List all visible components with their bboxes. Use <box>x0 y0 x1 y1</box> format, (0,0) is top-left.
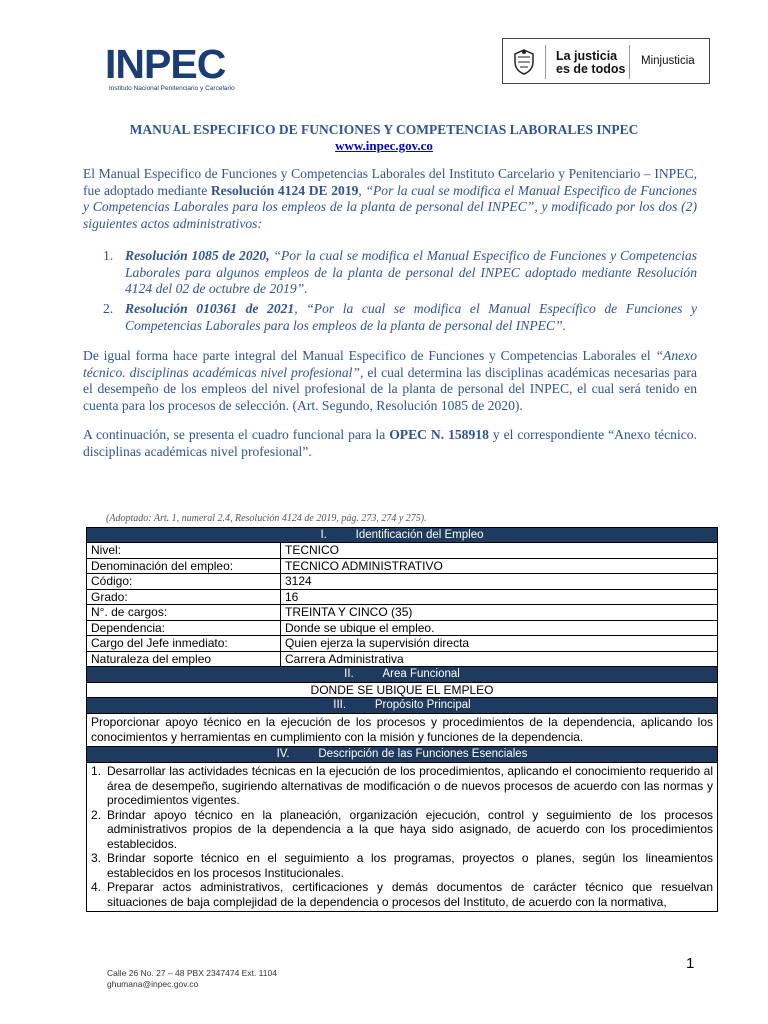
table-row: Dependencia: Donde se ubique el empleo. <box>86 621 718 637</box>
list-item: 1. Resolución 1085 de 2020, “Por la cual se modifica el Manual Especifico de Funciones y Competencias Laborales para algunos empleos de la planta de personal del INPEC adoptado mediante Resolución 4124 del 02 de octubre de 2019”. <box>103 248 698 296</box>
table-row: Denominación del empleo: TECNICO ADMINISTRATIVO <box>86 559 718 575</box>
page-number: 1 <box>686 955 695 972</box>
table-row: Naturaleza del empleo Carrera Administrativa <box>86 652 718 668</box>
document-title: MANUAL ESPECIFICO DE FUNCIONES Y COMPETENCIAS LABORALES INPEC <box>129 122 639 137</box>
function-item: 1. Desarrollar las actividades técnicas en la ejecución de los procedimientos, aplicando el conocimiento requerido al área de desempeño, sugiriendo alternativas de modificación o de nuevos procesos de acuerdo con las normas y procedimientos vigentes. <box>91 764 713 807</box>
table-row: Grado: 16 <box>86 590 718 606</box>
gov-slogan <box>556 50 625 76</box>
ministry-name: Minjusticia <box>641 55 695 67</box>
purpose-text: Proporcionar apoyo técnico en la ejecución de los procesos y procedimientos de la dependencia, aplicando los conocimientos y herramientas en cumplimiento con la misión y funciones de la dependencia. <box>86 714 718 747</box>
adoption-note: (Adoptado: Art. 1, numeral 2.4, Resolución 4124 de 2019, pág. 273, 274 y 275). <box>106 513 427 524</box>
area-value: DONDE SE UBIQUE EL EMPLEO <box>86 683 718 698</box>
function-item: 4. Preparar actos administrativos, certificaciones y demás documentos de carácter técnico que resuelvan situaciones de baja complejidad de la dependencia o procesos del Instituto, de acuerdo con la normativa, <box>91 880 713 909</box>
table-row: Nivel: TECNICO <box>86 543 718 559</box>
table-row: N°. de cargos: TREINTA Y CINCO (35) <box>86 605 718 621</box>
logo-text: INPEC <box>105 41 226 87</box>
annex-paragraph: De igual forma hace parte integral del Manual Especifico de Funciones y Competencias Laborales el “Anexo técnico. disciplinas académicas nivel profesional”, el cual determina las disciplinas académicas necesarias para el desempeño de los empleos del nivel profesional de la planta de personal del INPEC, el cual será tenido en cuenta para los procesos de selección. (Art. Segundo, Resolución 1085 de 2020). <box>83 348 697 413</box>
divider <box>545 45 546 79</box>
job-table <box>86 527 718 912</box>
divider <box>629 45 630 79</box>
section-header: I. Identificación del Empleo <box>86 527 718 543</box>
table-row: Cargo del Jefe inmediato: Quien ejerza la supervisión directa <box>86 636 718 652</box>
logo-subtitle: Instituto Nacional Penitenciario y Carcelario <box>109 85 235 92</box>
list-item: 2. Resolución 010361 de 2021, “Por la cual se modifica el Manual Específico de Funciones y Competencias Laborales para los empleos de la planta de personal del INPEC”. <box>103 301 698 333</box>
function-item: 2. Brindar apoyo técnico en la planeación, organización ejecución, control y seguimiento de los procesos administrativos propios de la dependencia a la que haya sido asignado, de acuerdo con los procedimientos establecidos. <box>91 807 713 851</box>
inpec-logo <box>105 41 245 94</box>
footer-email: ghumana@inpec.gov.co <box>107 979 199 989</box>
functions-list <box>86 763 718 912</box>
gov-slogan-line1: La justicia <box>556 49 618 63</box>
website-link[interactable]: www.inpec.gov.co <box>335 138 433 153</box>
intro-paragraph: El Manual Especifico de Funciones y Competencias Laborales del Instituto Carcelario y Penitenciario – INPEC, fue adoptado mediante Resolución 4124 DE 2019, “Por la cual se modifica el Manual Especifico de Funciones y Competencias Laborales para los empleos de la planta de personal del INPEC”, y modificado por los dos (2) siguientes actos administrativos: <box>83 166 697 231</box>
footer <box>107 968 277 990</box>
section-header: III. Propósito Principal <box>86 698 718 714</box>
table-row: Código: 3124 <box>86 574 718 590</box>
section-header: IV. Descripción de las Funciones Esenciales <box>86 747 718 763</box>
section-header: II. Area Funcional <box>86 667 718 683</box>
colombia-crest-icon <box>509 47 539 77</box>
gov-slogan-line2: es de todos <box>556 62 626 76</box>
footer-address: Calle 26 No. 27 – 48 PBX 2347474 Ext. 1104 <box>107 968 277 978</box>
opec-paragraph: A continuación, se presenta el cuadro funcional para la OPEC N. 158918 y el correspondiente “Anexo técnico. disciplinas académicas nivel profesional”. <box>83 427 697 459</box>
government-banner <box>502 38 710 84</box>
function-item: 3. Brindar soporte técnico en el seguimiento a los programas, proyectos o planes, según los lineamientos establecidos en los procesos Institucionales. <box>91 851 713 880</box>
